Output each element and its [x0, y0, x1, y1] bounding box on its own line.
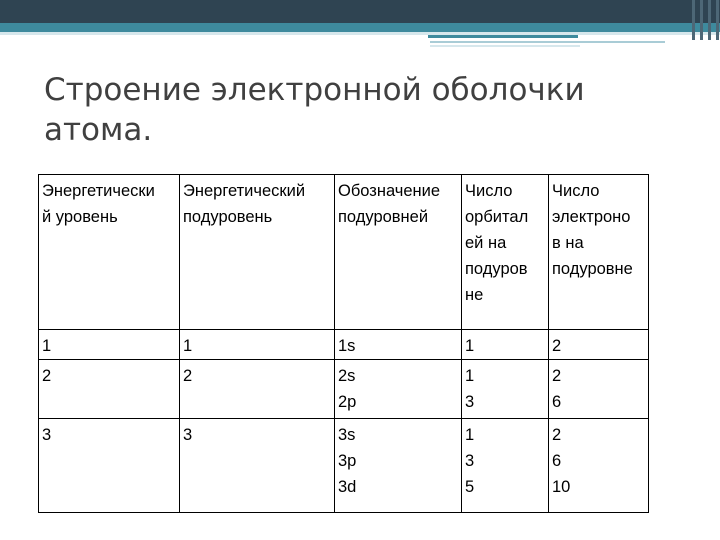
table-row: [39, 330, 649, 360]
table-row: [39, 419, 649, 513]
header-cell-orbital-count: Число орбитал ей на подуров не: [462, 175, 549, 330]
top-bar-light: [0, 32, 720, 35]
slide-title-line: Строение электронной оболочки: [44, 72, 585, 108]
top-bar-dark: [0, 0, 720, 23]
table-cell: 1s: [335, 330, 462, 360]
table-cell: 3s 3p 3d: [335, 419, 462, 513]
table-cell: 3: [180, 419, 335, 513]
top-bar-teal: [0, 23, 720, 32]
table-cell: 2: [180, 360, 335, 419]
header-cell-energy-sublevel: Энергетический подуровень: [180, 175, 335, 330]
slide-title: [44, 70, 684, 150]
top-decoration-bar: [0, 0, 720, 40]
top-bar-segment: [430, 45, 580, 47]
electron-shell-table: [38, 174, 649, 513]
top-bar-stripes: [690, 0, 720, 40]
table-cell: 1 3 5: [462, 419, 549, 513]
table-cell: 1: [180, 330, 335, 360]
table-cell: 2: [549, 330, 649, 360]
table-cell: 2 6 10: [549, 419, 649, 513]
top-bar-segment: [430, 41, 665, 43]
header-cell-energy-level: Энергетически й уровень: [39, 175, 180, 330]
table-cell: 2: [39, 360, 180, 419]
table-cell: 1 3: [462, 360, 549, 419]
table-cell: 2s 2p: [335, 360, 462, 419]
table-cell: 3: [39, 419, 180, 513]
header-cell-electron-count: Число электроно в на подуровне: [549, 175, 649, 330]
top-bar-segment: [428, 35, 578, 38]
table-cell: 1: [39, 330, 180, 360]
table-row: [39, 360, 649, 419]
table-cell: 2 6: [549, 360, 649, 419]
table-cell: 1: [462, 330, 549, 360]
slide-title-line: атома.: [44, 112, 153, 148]
table-header-row: [39, 175, 649, 330]
header-cell-sublevel-notation: Обозначение подуровней: [335, 175, 462, 330]
